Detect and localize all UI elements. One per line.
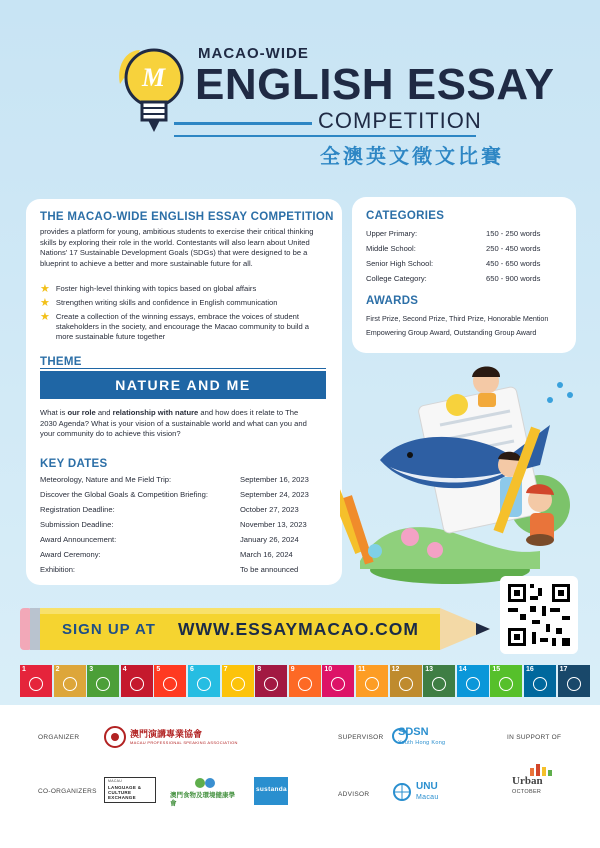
sdg-goal-number: 15 [492,666,501,673]
sdg-goal-7-icon [222,665,254,697]
sdg-goal-number: 11 [358,666,366,673]
support-label: IN SUPPORT OF [507,734,562,741]
key-date-value: January 26, 2024 [240,535,299,544]
support-subname: OCTOBER [512,789,542,795]
key-date-row [40,475,330,484]
bullet-text: stakeholders in the society, and encourage the Macao community to build a [55,322,310,331]
key-date-value: To be announced [240,565,299,574]
theme-question-line: 2030 Agenda? What is your vision of a sustainable world and what can you and [40,418,307,428]
header-subtitle: COMPETITION [318,108,482,133]
sdg-glyph [29,677,43,691]
sdg-glyph [231,677,245,691]
bullet-text: more sustainable future together [55,332,166,341]
sdg-goal-number: 9 [290,666,295,673]
sdg-goal-number: 2 [55,666,60,673]
theme-q-bold: our role [67,408,96,417]
key-date-row [40,490,330,499]
category-row [366,244,566,253]
info-card [26,199,342,585]
sdg-goal-13-icon [423,665,455,697]
sdg-glyph [298,677,312,691]
bullet-item [40,312,309,342]
theme-question-line [40,408,307,419]
coorganizer-2-name: 澳門食物及環境健康學會 [170,792,235,807]
theme-rule [40,368,326,369]
awards-heading: AWARDS [366,295,419,307]
advisor-label: ADVISOR [338,791,370,798]
sdg-goal-15-icon [490,665,522,697]
intro-line: skills by exploring their role in the world. Contestants will also learn about United [40,237,310,247]
bullet-text: Create a collection of the winning essays, embrace the voices of student [55,312,300,321]
sdg-goal-5-icon [154,665,186,697]
category-label: Middle School: [366,244,416,253]
theme-title-bar: NATURE AND ME [40,371,326,399]
key-date-label: Discover the Global Goals & Competition Briefing: [40,490,208,499]
organizer-name: 澳門演講專業協會 [130,729,203,739]
bullet-item [40,298,277,308]
lce-logo [104,777,156,803]
sdg-glyph [130,677,144,691]
category-value: 650 - 900 words [486,274,541,283]
header-pre-title: MACAO-WIDE [198,45,309,62]
signup-label: SIGN UP AT [62,621,156,638]
sdg-goal-number: 7 [223,666,228,673]
sdg-glyph [96,677,110,691]
sdg-goal-10-icon [322,665,354,697]
lce-logo-text: LANGUAGE & CULTURE EXCHANGE [108,785,142,800]
sdg-goal-14-icon [457,665,489,697]
sdg-glyph [163,677,177,691]
sdg-glyph [264,677,278,691]
supervisor-subname: Youth Hong Kong [398,740,446,746]
sdg-goal-number: 1 [22,666,26,673]
key-date-label: Registration Deadline: [40,505,115,514]
key-date-label: Meteorology, Nature and Me Field Trip: [40,475,172,484]
theme-q-text: What is [40,408,68,417]
intro-text [40,227,314,269]
header-title: ENGLISH ESSAY [195,60,555,109]
sdg-goal-16-icon [524,665,556,697]
categories-heading: CATEGORIES [366,210,445,222]
sdg-goal-number: 8 [257,666,262,673]
theme-q-text: and how does it relate to The [198,408,299,417]
key-date-row [40,535,330,544]
star-icon: ★ [40,283,50,295]
sdg-goal-number: 17 [559,666,568,673]
sdg-goal-number: 5 [156,666,161,673]
sdg-goal-number: 4 [122,666,127,673]
un-emblem-icon [392,782,412,802]
header-rule-left [174,122,312,125]
sdg-glyph [466,677,480,691]
key-date-label: Exhibition: [40,565,76,574]
category-label: Senior High School: [366,259,434,268]
organizer-label: ORGANIZER [38,734,80,741]
sdg-goal-8-icon [255,665,287,697]
awards-line: First Prize, Second Prize, Third Prize, Honorable Mention [366,314,549,323]
key-date-value: September 16, 2023 [240,475,309,484]
sdg-goal-3-icon [87,665,119,697]
sdg-glyph [63,677,77,691]
category-row [366,229,566,238]
sdg-glyph [331,677,345,691]
sustanda-text: sustanda [256,786,287,793]
theme-q-bold: relationship with nature [112,408,199,417]
sustanda-logo [254,777,288,805]
sdg-goal-4-icon [121,665,153,697]
intro-line: provides a platform for young, ambitious students to exercise their critical thinking [40,227,314,236]
sdg-goal-number: 16 [526,666,534,673]
sdg-goal-17-icon [558,665,590,697]
category-label: College Category: [366,274,427,283]
advisor-name: UNU [416,781,438,792]
food-health-logo-icon [194,776,216,790]
category-value: 150 - 250 words [486,229,541,238]
theme-q-text: and [95,408,113,417]
sdg-goal-number: 3 [89,666,94,673]
sdg-goal-9-icon [289,665,321,697]
intro-heading: THE MACAO-WIDE ENGLISH ESSAY COMPETITION [40,211,334,223]
sdg-goal-number: 13 [425,666,433,673]
sdg-goal-number: 12 [391,666,400,673]
theme-question [40,408,307,440]
key-date-row [40,550,330,559]
categories-card [352,197,576,353]
sdg-glyph [533,677,547,691]
category-row [366,274,566,283]
key-date-value: November 13, 2023 [240,520,307,529]
sdg-goal-number: 14 [458,666,467,673]
key-date-row [40,565,330,574]
bullet-text: Foster high-level thinking with topics based on global affairs [55,284,257,293]
key-dates-heading: KEY DATES [40,458,108,470]
key-date-value: March 16, 2024 [240,550,293,559]
category-label: Upper Primary: [366,229,418,238]
sdg-goal-11-icon [356,665,388,697]
header-chinese-title: 全澳英文徵文比賽 [320,146,504,168]
bullet-item [40,284,256,294]
bullet-text: Strengthen writing skills and confidence in English communication [55,298,278,307]
key-date-row [40,520,330,529]
sdg-goal-2-icon [54,665,86,697]
intro-line: blueprint to achieve a better and more sustainable future for all. [40,258,253,268]
key-date-label: Award Announcement: [40,535,117,544]
category-value: 250 - 450 words [486,244,541,253]
key-date-label: Submission Deadline: [40,520,114,529]
key-date-label: Award Ceremony: [40,550,101,559]
sdg-glyph [197,677,211,691]
advisor-subname: Macau [416,794,439,801]
bulb-letter: M [142,63,166,92]
sdg-glyph [499,677,513,691]
key-date-value: October 27, 2023 [240,505,299,514]
signup-url-link[interactable]: WWW.ESSAYMACAO.COM [178,619,419,639]
footer-background [0,705,600,848]
sdg-glyph [567,677,581,691]
sdg-goal-12-icon [390,665,422,697]
supervisor-label: SUPERVISOR [338,734,384,741]
mpsa-logo-icon [104,726,126,748]
category-value: 450 - 650 words [486,259,541,268]
sdg-glyph [432,677,446,691]
sdg-goal-number: 10 [324,666,333,673]
sdg-goal-1-icon [20,665,52,697]
star-icon: ★ [40,311,50,323]
category-row [366,259,566,268]
sdg-glyph [365,677,379,691]
awards-line: Empowering Group Award, Outstanding Group Award [366,328,537,337]
nature-illustration [340,355,580,585]
sdg-glyph [399,677,413,691]
coorganizers-label: CO-ORGANIZERS [38,788,97,795]
header-rule-bottom [174,135,476,137]
sdg-goal-number: 6 [190,666,194,673]
support-name: Urban [512,775,543,787]
supervisor-name: SDSN [398,726,429,738]
key-date-value: September 24, 2023 [240,490,309,499]
intro-line: Nations' 17 Sustainable Development Goals (SDGs) that were designed to be a [40,248,308,258]
sdg-goal-6-icon [188,665,220,697]
theme-heading: THEME [40,356,82,368]
lce-logo-top: MACAU [108,779,123,783]
theme-question-line: your community do to achieve this vision? [40,429,181,439]
organizer-subname: MACAU PROFESSIONAL SPEAKING ASSOCIATION [130,740,238,745]
key-date-row [40,505,330,514]
qr-code[interactable] [500,576,578,654]
star-icon: ★ [40,297,50,309]
